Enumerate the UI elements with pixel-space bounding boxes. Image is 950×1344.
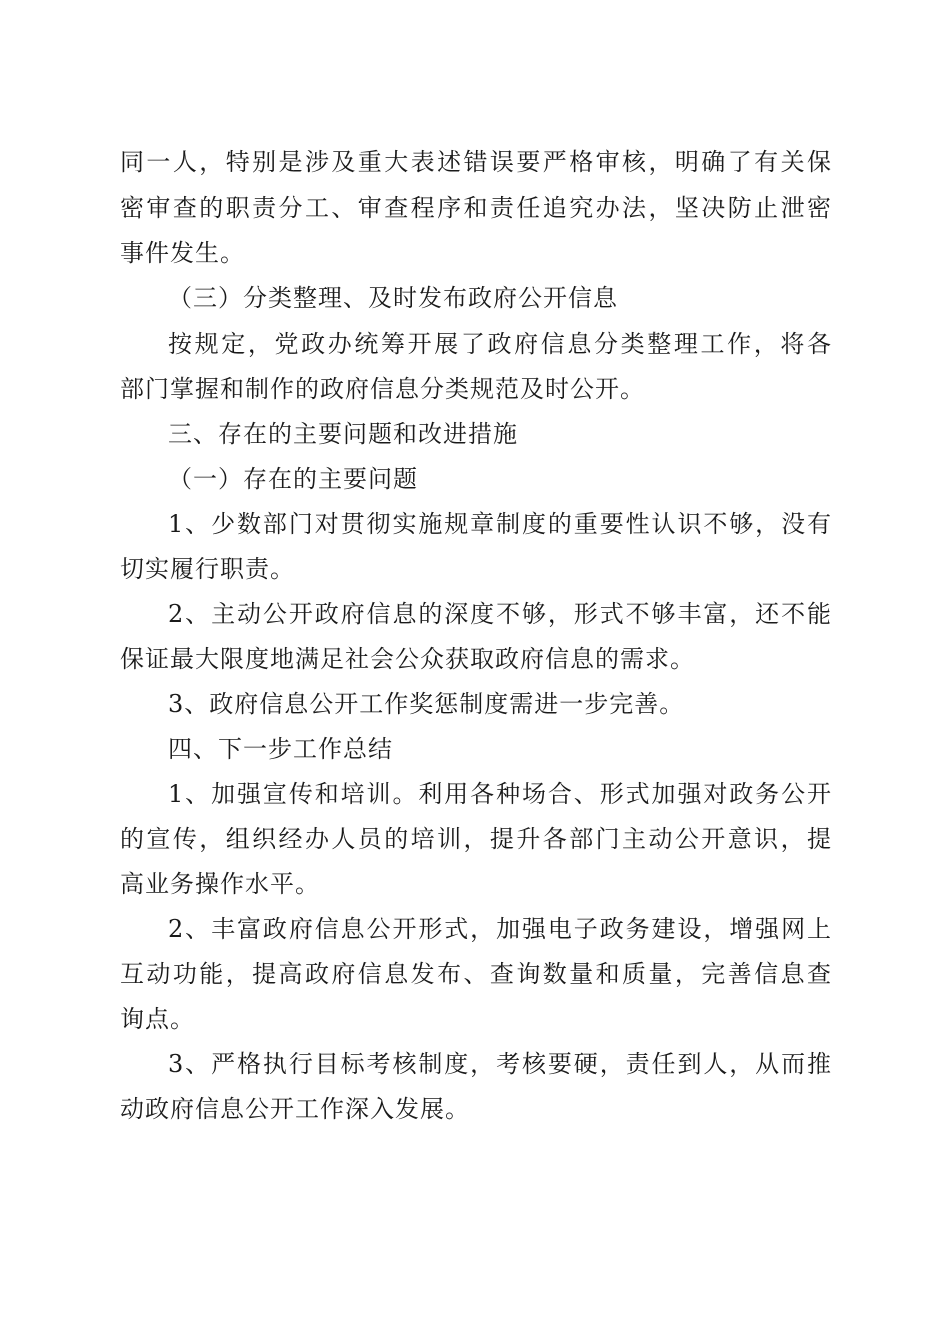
subsection-heading: （三）分类整理、及时发布政府公开信息 [168,284,618,312]
paragraph-line: 1、加强宣传和培训。利用各种场合、形式加强对政务公开 [168,780,832,808]
paragraph-line: 按规定，党政办统筹开展了政府信息分类整理工作，将各 [168,330,832,358]
paragraph-line: 1、少数部门对贯彻实施规章制度的重要性认识不够，没有 [168,510,832,538]
paragraph-line: 3、政府信息公开工作奖惩制度需进一步完善。 [168,690,685,718]
paragraph-line: 互动功能，提高政府信息发布、查询数量和质量，完善信息查 [120,960,832,988]
paragraph-line: 密审查的职责分工、审查程序和责任追究办法，坚决防止泄密 [120,194,832,222]
paragraph-line: 高业务操作水平。 [120,870,320,898]
paragraph-line: 保证最大限度地满足社会公众获取政府信息的需求。 [120,645,695,673]
paragraph-line: 事件发生。 [120,239,245,267]
paragraph-line: 动政府信息公开工作深入发展。 [120,1095,470,1123]
paragraph-line: 切实履行职责。 [120,555,295,583]
subsection-heading: （一）存在的主要问题 [168,465,418,493]
section-heading: 四、下一步工作总结 [168,735,393,763]
paragraph-line: 的宣传，组织经办人员的培训，提升各部门主动公开意识，提 [120,825,832,853]
paragraph-line: 部门掌握和制作的政府信息分类规范及时公开。 [120,375,645,403]
section-heading: 三、存在的主要问题和改进措施 [168,420,518,448]
paragraph-line: 询点。 [120,1005,195,1033]
paragraph-line: 3、严格执行目标考核制度，考核要硬，责任到人，从而推 [168,1050,832,1078]
paragraph-line: 2、主动公开政府信息的深度不够，形式不够丰富，还不能 [168,600,832,628]
paragraph-line: 同一人，特别是涉及重大表述错误要严格审核，明确了有关保 [120,148,832,176]
paragraph-line: 2、丰富政府信息公开形式，加强电子政务建设，增强网上 [168,915,832,943]
